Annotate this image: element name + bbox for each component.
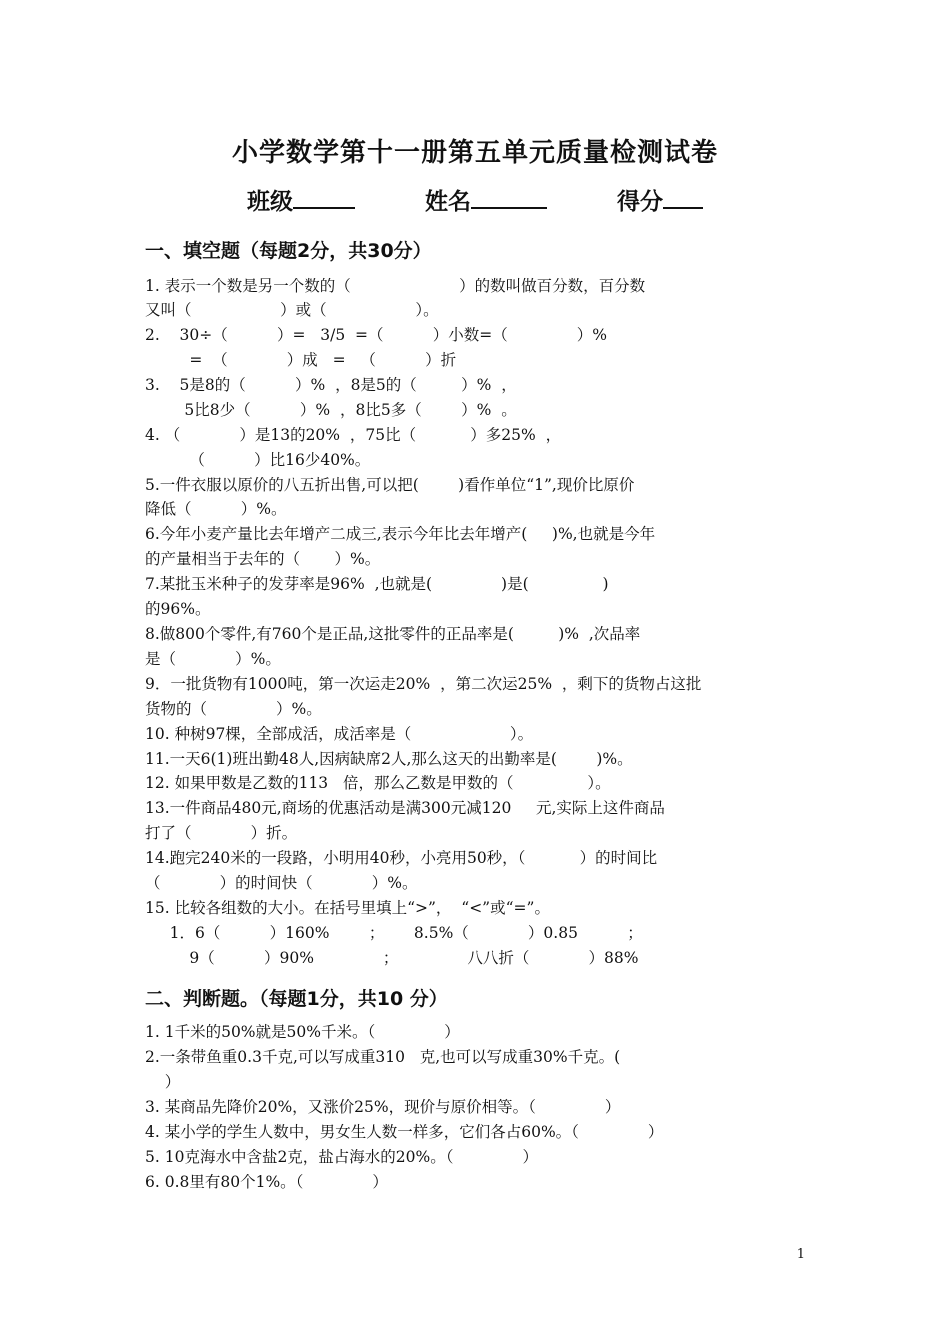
class-field[interactable]: [247, 183, 355, 216]
question-line: 1. 1千米的50%就是50%千米。（ ）: [145, 1023, 460, 1041]
page-title: 小学数学第十一册第五单元质量检测试卷: [231, 138, 718, 168]
question-line: 9．一批货物有1000吨，第一次运走20% ，第二次运25% ，剩下的货物占这批: [145, 675, 702, 693]
name-blank[interactable]: [471, 187, 547, 209]
question-line: 10. 种树97棵，全部成活，成活率是（ ）。: [145, 725, 534, 743]
question-line: 1. 表示一个数是另一个数的（ ）的数叫做百分数，百分数: [145, 277, 646, 295]
class-blank[interactable]: [293, 187, 355, 209]
question-line: 8.做800个零件,有760个是正品,这批零件的正品率是( )% ,次品率: [145, 625, 641, 643]
question-line: 3. 5是8的（ ）% ，8是5的（ ）% ，: [145, 376, 517, 394]
question-line: 3. 某商品先降价20%，又涨价25%，现价与原价相等。（ ）: [145, 1098, 621, 1116]
question-line: 的产量相当于去年的（ ）%。: [145, 550, 381, 568]
question-line: 4. （ ）是13的20% ，75比（ ）多25% ，: [145, 426, 562, 444]
question-line: 5. 10克海水中含盐2克，盐占海水的20%。（ ）: [145, 1148, 538, 1166]
score-blank[interactable]: [663, 187, 703, 209]
name-label: 姓名: [425, 188, 471, 215]
question-line: （ ）比16少40%。: [145, 451, 371, 469]
student-info-row: [0, 183, 950, 216]
question-line: 打了（ ）折。: [145, 824, 298, 842]
question-line: 13.一件商品480元,商场的优惠活动是满300元减120 元,实际上这件商品: [145, 799, 665, 817]
question-line: 5比8少（ ）% ，8比5多（ ）% 。: [145, 401, 517, 419]
question-line: 4. 某小学的学生人数中，男女生人数一样多，它们各占60%。（ ）: [145, 1123, 664, 1141]
class-label: 班级: [247, 188, 293, 215]
question-line: 6. 0.8里有80个1%。（ ）: [145, 1173, 388, 1191]
section-title-fill-blank: 一、填空题（每题2分，共30分）: [145, 240, 432, 262]
question-line: 9（ ）90% ； 八八折（ ）88%: [145, 949, 639, 967]
question-line: = （ ）成 = （ ）折: [145, 351, 457, 369]
question-line: 7.某批玉米种子的发芽率是96% ,也就是( )是( ): [145, 575, 609, 593]
question-line: 1．6（ ）160% ； 8.5%（ ）0.85 ；: [145, 924, 643, 942]
score-field[interactable]: [617, 183, 703, 216]
question-line: 又叫（ ）或（ ）。: [145, 301, 439, 319]
question-line: 的96%。: [145, 600, 211, 618]
question-line: ）: [145, 1073, 181, 1091]
name-field[interactable]: [425, 183, 547, 216]
question-line: 11.一天6(1)班出勤48人,因病缺席2人,那么这天的出勤率是( )%。: [145, 750, 633, 768]
question-line: 货物的（ ）%。: [145, 700, 322, 718]
question-line: 6.今年小麦产量比去年增产二成三,表示今年比去年增产( )%,也就是今年: [145, 525, 656, 543]
question-line: 是（ ）%。: [145, 650, 281, 668]
question-line: 降低（ ）%。: [145, 500, 287, 518]
question-line: （ ）的时间快（ ）%。: [145, 874, 418, 892]
page-number: 1: [796, 1247, 805, 1262]
question-line: 2. 30÷（ ）= 3/5 =（ ）小数=（ ）%: [145, 326, 607, 344]
question-line: 15. 比较各组数的大小。在括号里填上“>”， “<”或“=”。: [145, 899, 550, 917]
question-line: 5.一件衣服以原价的八五折出售,可以把( )看作单位“1”,现价比原价: [145, 476, 635, 494]
question-line: 14.跑完240米的一段路，小明用40秒，小亮用50秒，（ ）的时间比: [145, 849, 658, 867]
question-line: 2.一条带鱼重0.3千克,可以写成重310 克,也可以写成重30%千克。(: [145, 1048, 621, 1066]
score-label: 得分: [617, 188, 663, 215]
section-title-true-false: 二、判断题。（每题1分，共10 分）: [145, 988, 448, 1010]
question-line: 12. 如果甲数是乙数的113 倍，那么乙数是甲数的（ ）。: [145, 774, 611, 792]
